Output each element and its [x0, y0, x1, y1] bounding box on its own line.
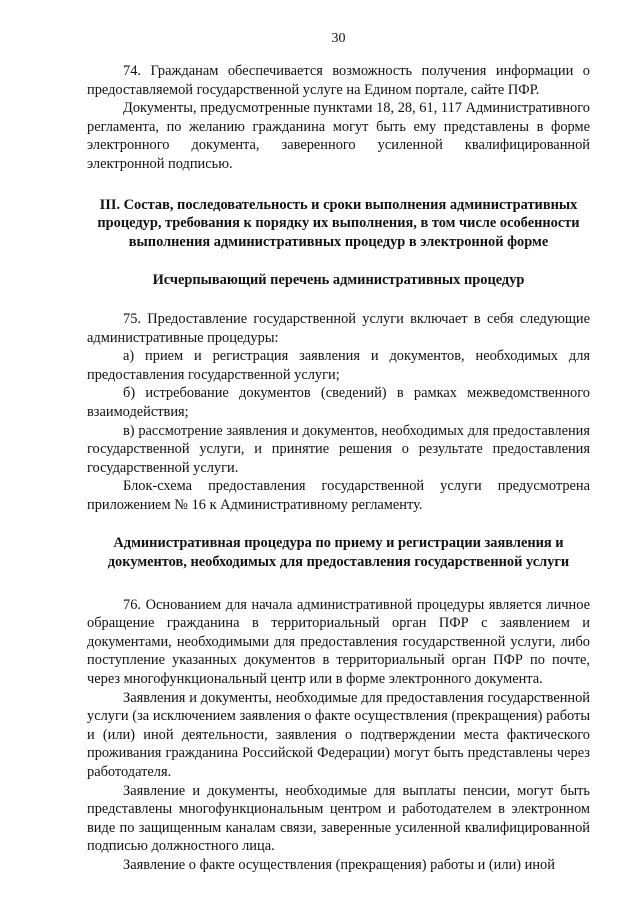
subheading-procedures-list: Исчерпывающий перечень административных процедур: [152, 272, 525, 289]
paragraph-75: 75. Предоставление государственной услуги включает в себя следующие административные процедуры:: [87, 310, 590, 346]
paragraph-electronic-submission: Заявление и документы, необходимые для выплаты пенсии, могут быть представлены многофункциональным центром и работодателем в электронном виде по защищенным каналам связи, заверенные усиленной квалифицированной подписью должностного лица.: [87, 782, 590, 855]
paragraph-76: 76. Основанием для начала административной процедуры является личное обращение гражданина в территориальный орган ПФР с заявлением и документами, необходимыми для предоставления государственной услуги, либо поступление указанных документов в территориальный орган ПФР по почте, через многофункциональный центр или в форме электронного документа.: [87, 596, 590, 688]
list-item-b: б) истребование документов (сведений) в рамках межведомственного взаимодействия;: [87, 385, 590, 420]
subheading-reception-procedure: Административная процедура по приему и регистрации заявления и документов, необходимых для предоставления государственной услуги: [107, 535, 570, 571]
paragraph-work-fact-statement: Заявление о факте осуществления (прекращения) работы и (или) иной: [123, 856, 555, 873]
list-item-a: а) прием и регистрация заявления и документов, необходимых для предоставления государственной услуги;: [87, 348, 590, 383]
paragraph-block-scheme: Блок-схема предоставления государственной услуги предусмотрена приложением № 16 к Административному регламенту.: [87, 478, 590, 513]
section-title: III. Состав, последовательность и сроки выполнения административных процедур, требования к порядку их выполнения, в том числе особенности выполнения административных процедур в электронной форме: [97, 196, 580, 250]
paragraph-documents-electronic: Документы, предусмотренные пунктами 18, 28, 61, 117 Административного регламента, по желанию гражданина могут быть ему представлены в форме электронного документа, заверенного усиленной квалифицированной электронной подписью.: [87, 100, 590, 172]
paragraph-employer-submission: Заявления и документы, необходимые для предоставления государственной услуги (за исключением заявления о факте осуществления (прекращения) работы и (или) иной деятельности, заявления о подтверждении места фактического проживания гражданина Российской Федерации) могут быть представлены через работодателя.: [87, 689, 590, 780]
paragraph-74: 74. Гражданам обеспечивается возможность получения информации о предоставляемой государственной услуге на Едином портале, сайте ПФР.: [87, 63, 590, 98]
list-item-v: в) рассмотрение заявления и документов, необходимых для предоставления государственной услуги, и принятие решения о результате предоставления государственной услуги.: [87, 422, 590, 476]
page-number: 30: [331, 31, 346, 46]
